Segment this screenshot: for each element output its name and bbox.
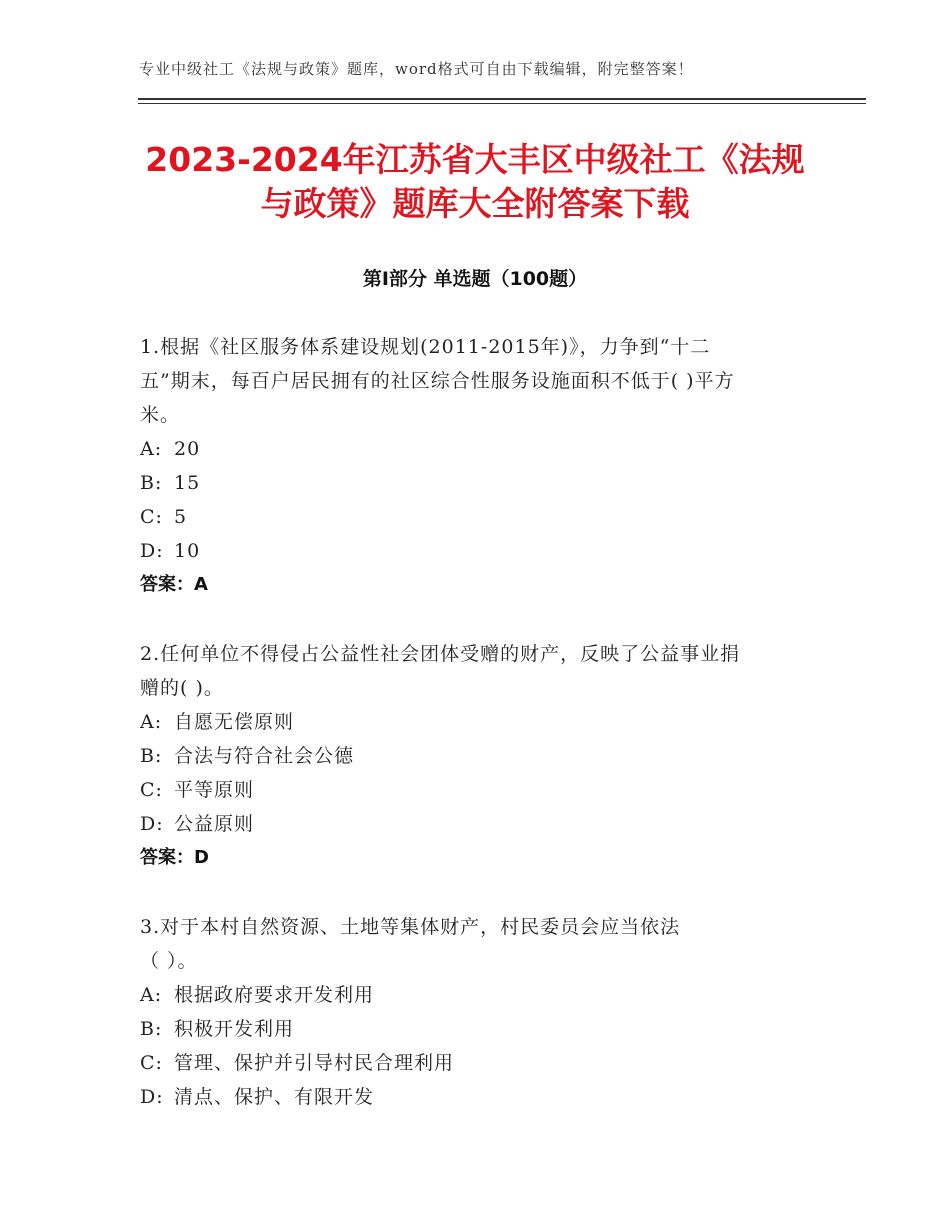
option-text: 公益原则 [174,813,255,835]
option-letter: D: [140,813,164,835]
option-text: 平等原则 [174,779,255,801]
option-a [140,705,810,739]
stem-line: （ ）。 [140,950,198,972]
title-line-1: 2023-2024年江苏省大丰区中级社工《法规 [145,140,805,179]
stem-line: 2.任何单位不得侵占公益性社会团体受赠的财产，反映了公益事业捐 [140,643,741,665]
title-line-2: 与政策》题库大全附答案下载 [260,184,690,223]
stem-line: 米。 [140,404,181,426]
option-text: 合法与符合社会公德 [174,745,355,767]
option-letter: A: [140,711,163,733]
option-text: 管理、保护并引导村民合理利用 [174,1052,455,1074]
option-letter: C: [140,506,163,528]
option-text: 15 [174,472,201,494]
option-b [140,1012,810,1046]
header-note: 专业中级社工《法规与政策》题库，word格式可自由下载编辑，附完整答案！ [139,60,694,78]
option-letter: A: [140,438,163,460]
option-text: 根据政府要求开发利用 [174,984,375,1006]
option-a [140,978,810,1012]
question-1 [140,330,810,602]
stem-line: 五”期末，每百户居民拥有的社区综合性服务设施面积不低于( )平方 [140,370,735,392]
option-b [140,466,810,500]
option-text: 20 [174,438,201,460]
option-text: 10 [174,540,201,562]
header-rule-thin [138,103,866,104]
option-letter: B: [140,745,163,767]
stem-line: 赠的( )。 [140,677,224,699]
question-3 [140,910,810,1114]
option-letter: B: [140,472,163,494]
option-letter: D: [140,540,164,562]
option-letter: C: [140,779,163,801]
option-text: 自愿无偿原则 [174,711,295,733]
section-title: 第Ⅰ部分 单选题（100题） [362,268,588,290]
option-letter: B: [140,1018,163,1040]
answer-label: 答案：A [140,574,208,595]
option-d [140,807,810,841]
option-text: 清点、保护、有限开发 [174,1086,375,1108]
option-b [140,739,810,773]
document-title [100,138,850,226]
option-a [140,432,810,466]
answer-label: 答案：D [140,847,209,868]
option-letter: C: [140,1052,163,1074]
option-d [140,1080,810,1114]
question-stem [140,637,810,705]
option-text: 5 [174,506,188,528]
stem-line: 3.对于本村自然资源、土地等集体财产，村民委员会应当依法 [140,916,681,938]
question-2 [140,637,810,875]
option-c [140,773,810,807]
option-c [140,1046,810,1080]
question-stem [140,330,810,432]
header-rule-thick [138,98,866,100]
stem-line: 1.根据《社区服务体系建设规划(2011-2015年)》，力争到“十二 [140,336,711,358]
option-text: 积极开发利用 [174,1018,295,1040]
option-d [140,534,810,568]
option-c [140,500,810,534]
question-stem [140,910,810,978]
option-letter: A: [140,984,163,1006]
option-letter: D: [140,1086,164,1108]
